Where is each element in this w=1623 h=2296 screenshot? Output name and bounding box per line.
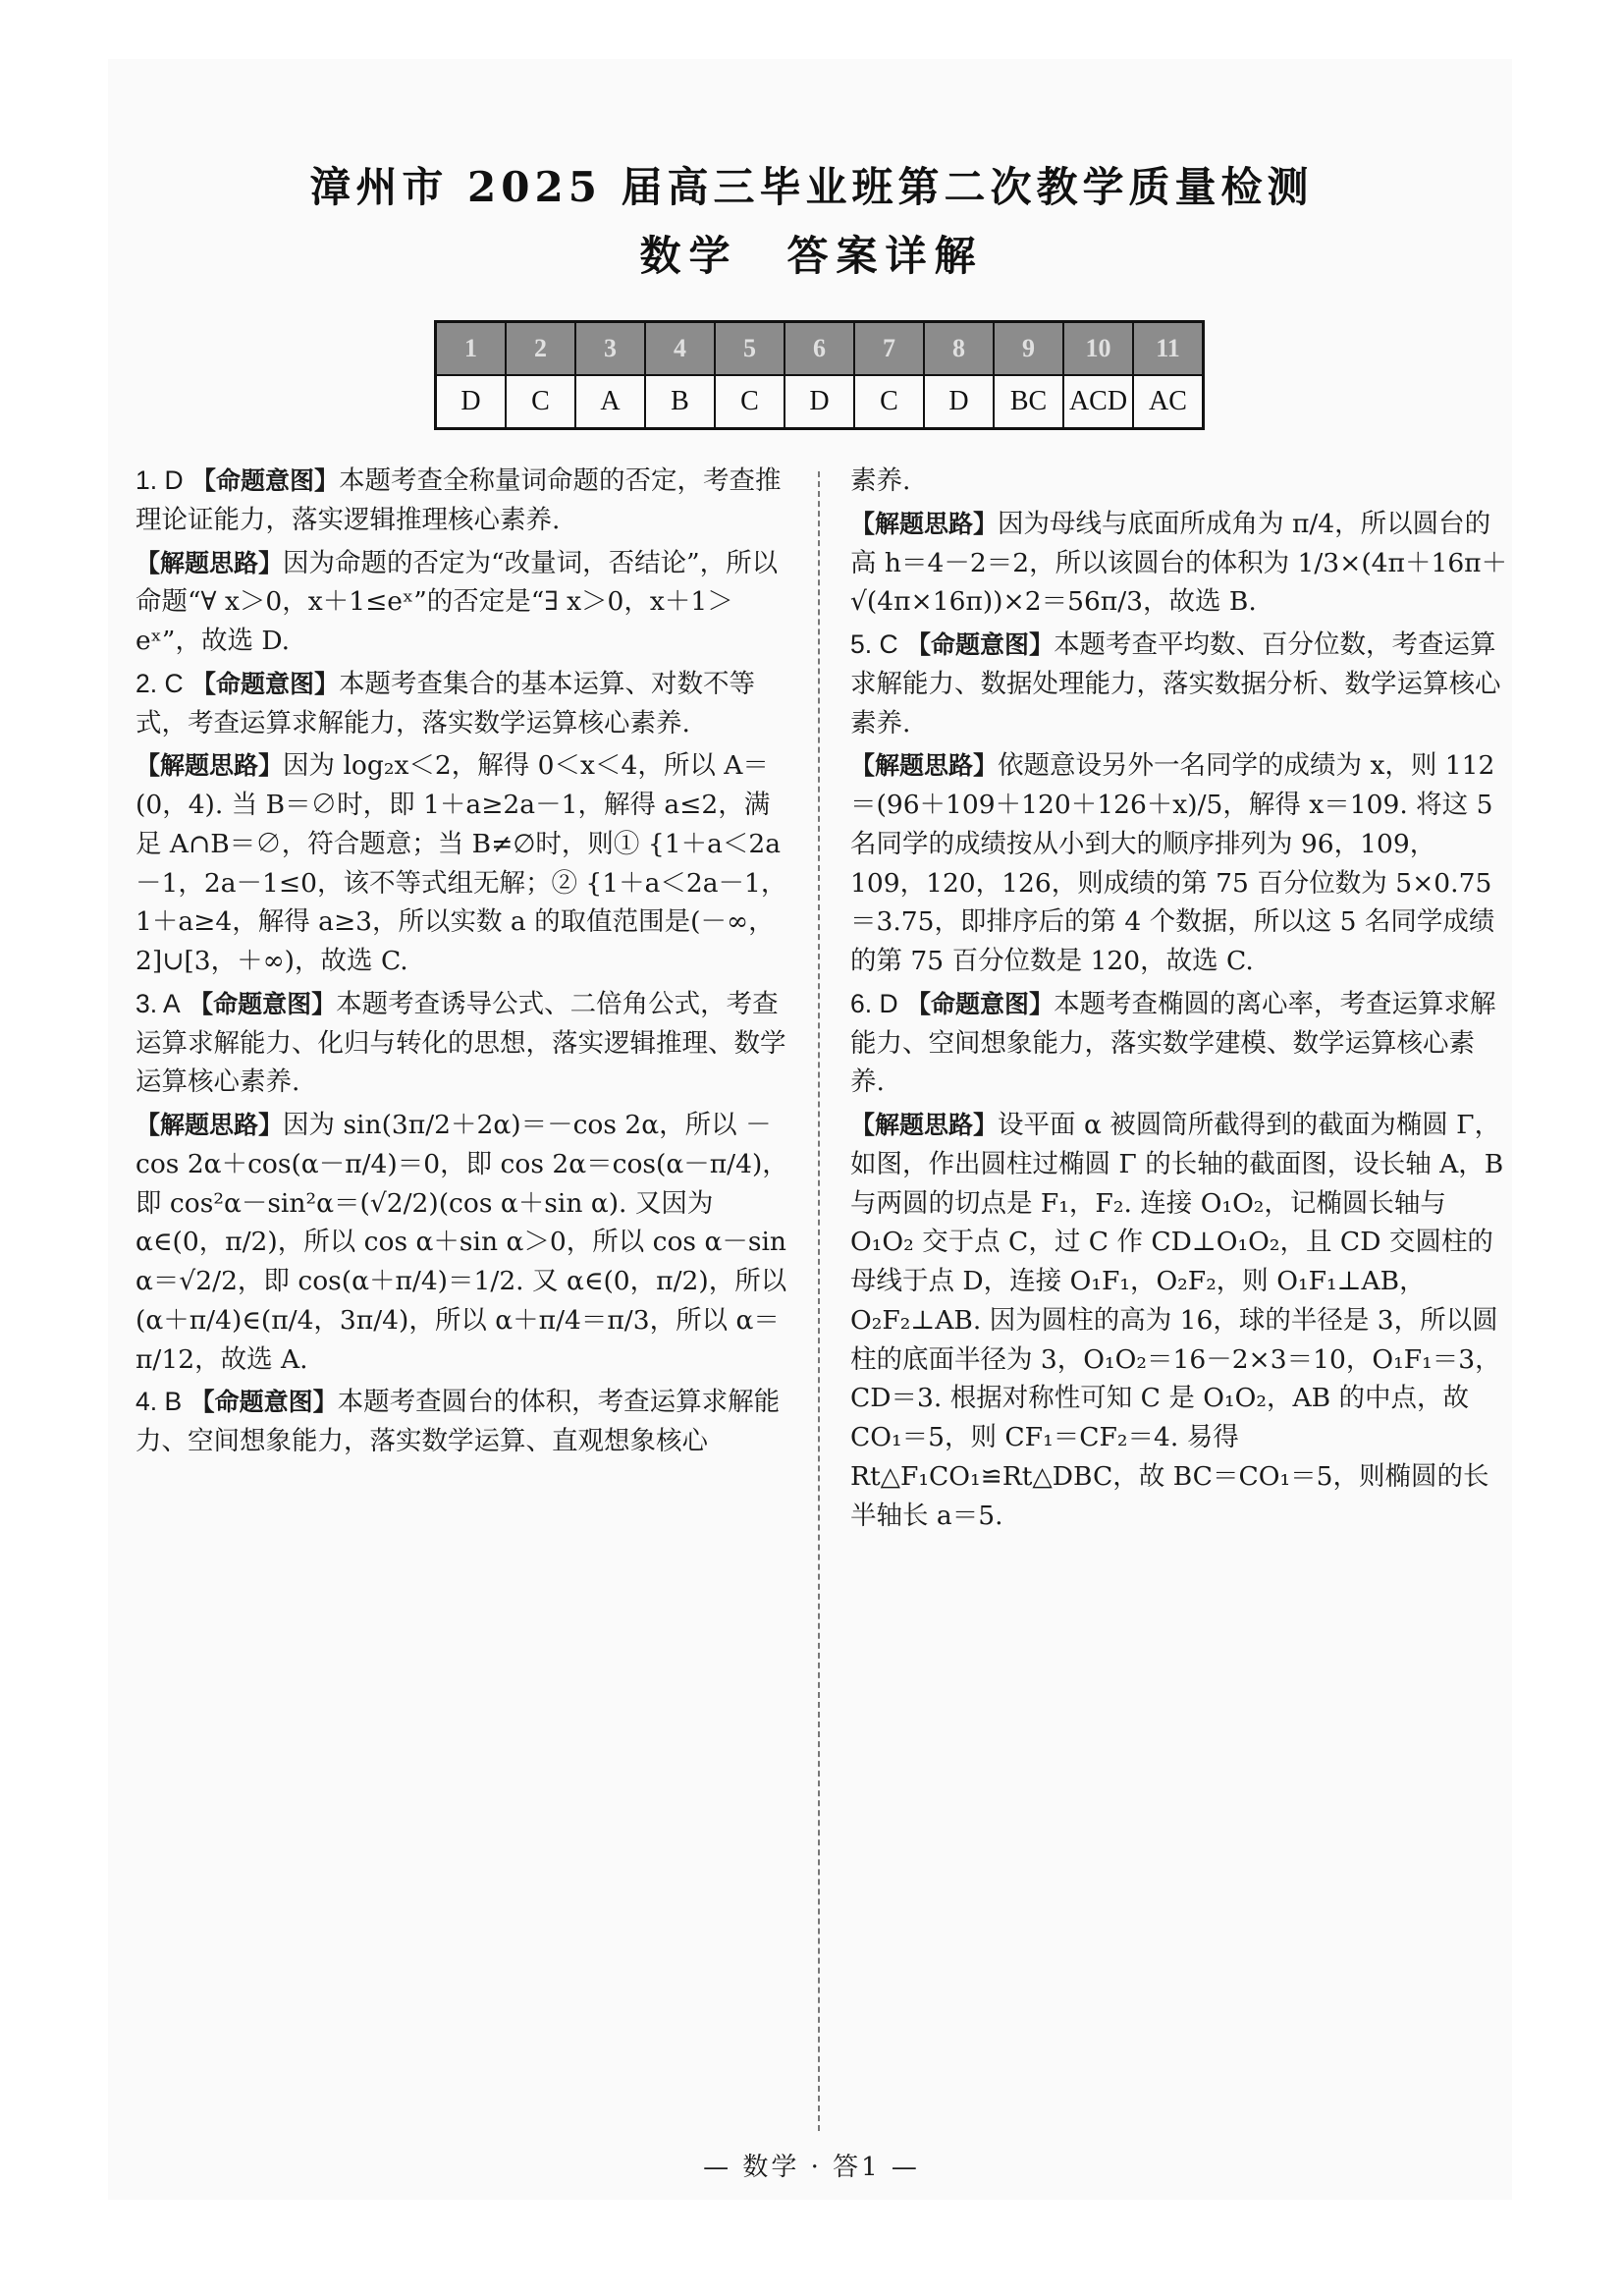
page-subtitle: 数学 答案详解 — [639, 232, 984, 280]
answer-cell: BC — [994, 375, 1063, 429]
solution-tag: 【解题思路】 — [135, 548, 284, 577]
answer-cell: ACD — [1063, 375, 1133, 429]
answer-number-cell: 8 — [924, 322, 994, 376]
intent-text: 本题考查椭圆的离心率，考查运算求解能力、空间想象能力，落实数学建模、数学运算核心素养. — [850, 988, 1496, 1098]
intent-tag: 【命题意图】 — [189, 989, 337, 1018]
page-footer: — 数学 · 答1 — — [703, 2153, 920, 2182]
solution-tag: 【解题思路】 — [135, 751, 284, 781]
answer-table — [434, 320, 1205, 430]
question-block-1 — [135, 462, 791, 661]
intent-text: 本题考查圆台的体积，考查运算求解能力、空间想象能力，落实数学运算、直观想象核心 — [135, 1387, 781, 1456]
solution-text: 因为 log₂x＜2，解得 0＜x＜4，所以 A＝(0，4). 当 B＝∅时，即 1＋a≥2a－1，解得 a≤2，满足 A∩B＝∅，符合题意；当 B≠∅时，则① {1＋a＜2a－1，2a－1≤0，该不等式组无解；② {1＋a＜2a－1，1＋a≥4，解得 a≥3，所以实数 a 的取值范围是(－∞，2]∪[3，＋∞)，故选 C. — [135, 750, 787, 976]
question-block-2 — [135, 665, 791, 981]
intent-text: 本题考查全称量词命题的否定，考查推理论证能力，落实逻辑推理核心素养. — [135, 465, 782, 535]
column-divider — [818, 471, 820, 2131]
answer-number-cell: 10 — [1063, 322, 1133, 376]
intent-tag: 【命题意图】 — [189, 1388, 338, 1417]
answer-cell: D — [924, 375, 994, 429]
answer-number-cell: 6 — [784, 322, 854, 376]
answer-cell: C — [715, 375, 784, 429]
solution-tag: 【解题思路】 — [135, 1111, 284, 1139]
solution-text: 依题意设另外一名同学的成绩为 x，则 112＝(96＋109＋120＋126＋x)/5，解得 x＝109. 将这 5 名同学的成绩按从小到大的顺序排列为 96，109，109，120，126，则成绩的第 75 百分位数为 5×0.75＝3.75，即排序后的第 4 个数据，所以这 5 名同学成绩的第 75 百分位数是 120，故选 C. — [850, 750, 1495, 976]
intent-tag: 【命题意图】 — [191, 669, 340, 698]
solution-text: 因为 sin(3π/2＋2α)＝－cos 2α，所以 －cos 2α＋cos(α－π/4)＝0，即 cos 2α＝cos(α－π/4)，即 cos²α－sin²α＝(√2/2)(cos α＋sin α). 又因为 α∈(0，π/2)，所以 cos α＋sin α＞0，所以 cos α－sin α＝√2/2，即 cos(α＋π/4)＝1/2. 又 α∈(0，π/2)，所以 (α＋π/4)∈(π/4，3π/4)，所以 α＋π/4＝π/3，所以 α＝π/12，故选 A. — [135, 1110, 788, 1375]
question-number: 2. C — [135, 668, 184, 698]
left-column — [135, 462, 791, 1465]
answer-number-cell: 3 — [575, 322, 645, 376]
right-column — [850, 462, 1508, 1539]
answer-cell: D — [436, 375, 507, 429]
intent-tag: 【命题意图】 — [906, 630, 1055, 659]
question-block-3 — [135, 985, 791, 1380]
question-number: 1. D — [135, 465, 184, 495]
question-block-4-continued — [850, 462, 1508, 622]
answer-table-number-row — [436, 322, 1204, 376]
question-block-5 — [850, 626, 1508, 981]
answer-number-cell: 4 — [645, 322, 715, 376]
question-number: 3. A — [135, 988, 181, 1018]
page-title: 漳州市 2025 届高三毕业班第二次教学质量检测 — [309, 163, 1314, 211]
question-block-6 — [850, 985, 1508, 1536]
question-number: 6. D — [850, 988, 898, 1018]
answer-table-answer-row — [436, 375, 1204, 429]
solution-text: 因为命题的否定为“改量词，否结论”，所以命题“∀ x＞0，x＋1≤eˣ”的否定是“∃ x＞0，x＋1＞eˣ”，故选 D. — [135, 547, 779, 656]
intent-text: 本题考查平均数、百分位数，考查运算求解能力、数据处理能力，落实数据分析、数学运算核心素养. — [850, 629, 1501, 738]
answer-cell: A — [575, 375, 645, 429]
intent-tag: 【命题意图】 — [191, 466, 340, 495]
answer-number-cell: 2 — [506, 322, 575, 376]
answer-number-cell: 11 — [1133, 322, 1204, 376]
intent-text: 本题考查诱导公式、二倍角公式，考查运算求解能力、化归与转化的思想，落实逻辑推理、数学运算核心素养. — [135, 988, 786, 1098]
answer-number-cell: 1 — [436, 322, 507, 376]
answer-cell: C — [506, 375, 575, 429]
answer-cell: C — [854, 375, 924, 429]
answer-cell: B — [645, 375, 715, 429]
question-number: 5. C — [850, 629, 898, 659]
answer-cell: AC — [1133, 375, 1204, 429]
solution-text: 设平面 α 被圆筒所截得到的截面为椭圆 Γ，如图，作出圆柱过椭圆 Γ 的长轴的截面图，设长轴 A，B 与两圆的切点是 F₁，F₂. 连接 O₁O₂，记椭圆长轴与 O₁O₂ 交于点 C，过 C 作 CD⊥O₁O₂，且 CD 交圆柱的母线于点 D，连接 O₁F₁，O₂F₂，则 O₁F₁⊥AB，O₂F₂⊥AB. 因为圆柱的高为 16，球的半径是 3，所以圆柱的底面半径为 3，O₁O₂＝16－2×3＝10，O₁F₁＝3，CD＝3. 根据对称性可知 C 是 O₁O₂，AB 的中点，故 CO₁＝5，则 CF₁＝CF₂＝4. 易得 Rt△F₁CO₁≌Rt△DBC，故 BC＝CO₁＝5，则椭圆的长半轴长 a＝5. — [850, 1110, 1504, 1531]
intent-tag: 【命题意图】 — [906, 989, 1055, 1018]
intent-text: 本题考查集合的基本运算、对数不等式，考查运算求解能力，落实数学运算核心素养. — [135, 668, 756, 738]
solution-tag: 【解题思路】 — [850, 751, 999, 781]
intent-text: 素养. — [850, 465, 911, 496]
question-block-4 — [135, 1383, 791, 1461]
answer-number-cell: 7 — [854, 322, 924, 376]
answer-cell: D — [784, 375, 854, 429]
question-number: 4. B — [135, 1387, 183, 1417]
solution-tag: 【解题思路】 — [850, 509, 999, 538]
answer-number-cell: 9 — [994, 322, 1063, 376]
solution-text: 因为母线与底面所成角为 π/4，所以圆台的高 h＝4－2＝2，所以该圆台的体积为 1/3×(4π＋16π＋√(4π×16π))×2＝56π/3，故选 B. — [850, 508, 1508, 618]
solution-tag: 【解题思路】 — [850, 1111, 999, 1139]
answer-number-cell: 5 — [715, 322, 784, 376]
